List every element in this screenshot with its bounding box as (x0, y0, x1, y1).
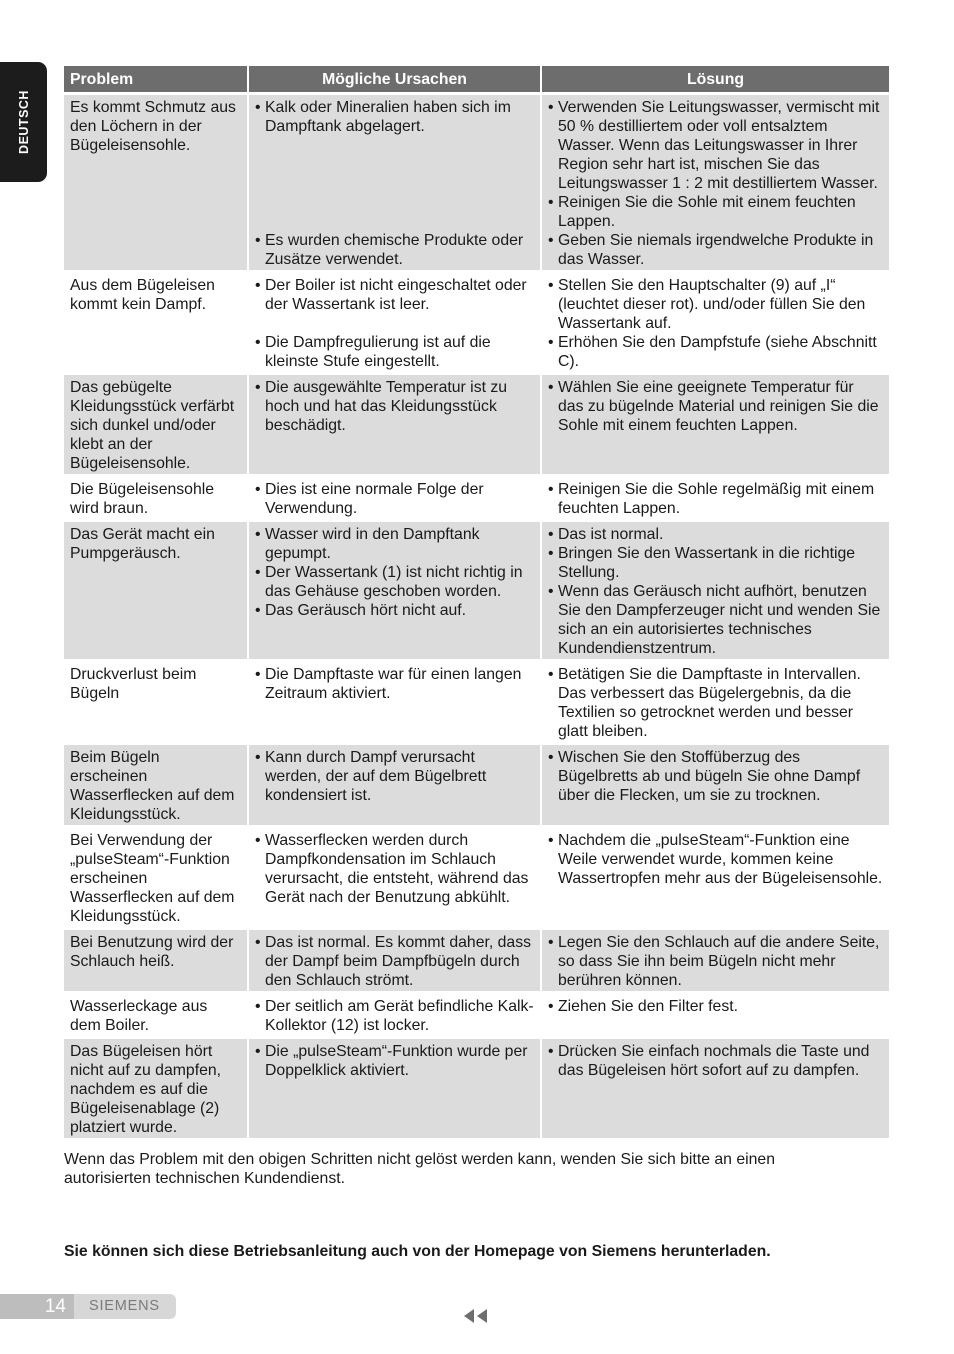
solution-item: • Wählen Sie eine geeignete Temperatur für das zu bügelnde Material und reinigen Sie die Sohle mit einem feuchten Lappen. (548, 378, 883, 435)
problem-cell: Das gebügelte Kleidungsstück verfärbt sich dunkel und/oder klebt an der Bügeleisensohle. (64, 375, 247, 477)
problem-cell: Druckverlust beim Bügeln (64, 662, 247, 745)
page-number: 14 (0, 1294, 74, 1319)
cause-item: • Kann durch Dampf verursacht werden, der auf dem Bügelbrett kondensiert ist. (255, 748, 534, 805)
cause-item: • Der seitlich am Gerät befindliche Kalk-Kollektor (12) ist locker. (255, 997, 534, 1035)
problem-cell: Aus dem Bügeleisen kommt kein Dampf. (64, 273, 247, 375)
table-row (64, 745, 889, 828)
cause-item: • Wasser wird in den Dampftank gepumpt. (255, 525, 534, 563)
problem-cell: Wasserleckage aus dem Boiler. (64, 994, 247, 1039)
solution-item: • Stellen Sie den Hauptschalter (9) auf „I“ (leuchtet dieser rot). und/oder füllen Sie den Wassertank auf. (548, 276, 883, 333)
table-row (64, 477, 889, 522)
causes-cell (247, 522, 540, 662)
header-solution: Lösung (540, 66, 889, 95)
solution-item: • Verwenden Sie Leitungswasser, vermischt mit 50 % destilliertem oder voll entsalztem Wasser. Wenn das Leitungswasser in Ihrer Region sehr hart ist, mischen Sie das Leitungswasser 1 : 2 mit destilliertem Wasser. (548, 98, 883, 193)
cause-item: • Kalk oder Mineralien haben sich im Dampftank abgelagert. (255, 98, 534, 136)
header-problem: Problem (64, 66, 247, 95)
problem-cell: Die Bügeleisensohle wird braun. (64, 477, 247, 522)
solutions-cell (540, 95, 889, 273)
table-row (64, 828, 889, 930)
problem-cell: Das Gerät macht ein Pumpgeräusch. (64, 522, 247, 662)
causes-cell (247, 930, 540, 994)
solutions-cell (540, 930, 889, 994)
problem-cell: Bei Verwendung der „pulseSteam“-Funktion erscheinen Wasserflecken auf dem Kleidungsstück. (64, 828, 247, 930)
table-row (64, 1039, 889, 1141)
solutions-cell (540, 994, 889, 1039)
cause-item: • Der Boiler ist nicht eingeschaltet oder der Wassertank ist leer. (255, 276, 534, 314)
solution-item: • Erhöhen Sie den Dampfstufe (siehe Abschnitt C). (548, 333, 883, 371)
table-row (64, 522, 889, 662)
table-row (64, 930, 889, 994)
cause-item: • Wasserflecken werden durch Dampfkondensation im Schlauch verursacht, die entsteht, während das Gerät nach der Benutzung abkühlt. (255, 831, 534, 907)
problem-cell: Das Bügeleisen hört nicht auf zu dampfen, nachdem es auf die Bügeleisenablage (2) platziert wurde. (64, 1039, 247, 1141)
solutions-cell (540, 273, 889, 375)
language-label: DEUTSCH (16, 90, 31, 154)
causes-cell (247, 1039, 540, 1141)
table-header-row (64, 66, 889, 95)
causes-cell (247, 994, 540, 1039)
solutions-cell (540, 522, 889, 662)
causes-cell (247, 477, 540, 522)
solutions-cell (540, 745, 889, 828)
table-row (64, 662, 889, 745)
problem-cell: Bei Benutzung wird der Schlauch heiß. (64, 930, 247, 994)
solution-item: • Betätigen Sie die Dampftaste in Intervallen. Das verbessert das Bügelergebnis, da die Textilien so getrocknet werden und besser glatt bleiben. (548, 665, 883, 741)
solutions-cell (540, 662, 889, 745)
page-footer (0, 1294, 176, 1319)
solution-item: • Reinigen Sie die Sohle mit einem feuchten Lappen. (548, 193, 883, 231)
cause-item: • Dies ist eine normale Folge der Verwendung. (255, 480, 534, 518)
problem-cell: Beim Bügeln erscheinen Wasserflecken auf dem Kleidungsstück. (64, 745, 247, 828)
solution-item: • Ziehen Sie den Filter fest. (548, 997, 883, 1016)
problem-cell: Es kommt Schmutz aus den Löchern in der Bügeleisensohle. (64, 95, 247, 273)
cause-item: • Die „pulseSteam“-Funktion wurde per Doppelklick aktiviert. (255, 1042, 534, 1080)
solutions-cell (540, 477, 889, 522)
support-note: Wenn das Problem mit den obigen Schritten nicht gelöst werden kann, wenden Sie sich bitte an einen autorisierten technischen Kundendienst. (64, 1151, 775, 1187)
causes-cell (247, 273, 540, 375)
cause-item: • Die ausgewählte Temperatur ist zu hoch und hat das Kleidungsstück beschädigt. (255, 378, 534, 435)
solution-item: • Geben Sie niemals irgendwelche Produkte in das Wasser. (548, 231, 883, 269)
cause-item: • Das Geräusch hört nicht auf. (255, 601, 534, 620)
causes-cell (247, 95, 540, 273)
solution-item: • Drücken Sie einfach nochmals die Taste und das Bügeleisen hört sofort auf zu dampfen. (548, 1042, 883, 1080)
cause-item: • Die Dampfregulierung ist auf die kleinste Stufe eingestellt. (255, 333, 534, 371)
table-row (64, 994, 889, 1039)
solutions-cell (540, 828, 889, 930)
causes-cell (247, 828, 540, 930)
table-row (64, 273, 889, 375)
solution-item: • Wenn das Geräusch nicht aufhört, benutzen Sie den Dampferzeuger nicht und wenden Sie sich an ein autorisiertes technisches Kundendienstzentrum. (548, 582, 883, 658)
table-row (64, 375, 889, 477)
download-note: Sie können sich diese Betriebsanleitung auch von der Homepage von Siemens herunterladen. (64, 1243, 771, 1260)
solutions-cell (540, 375, 889, 477)
table-row (64, 95, 889, 273)
solution-item: • Wischen Sie den Stoffüberzug des Bügelbretts ab und bügeln Sie ohne Dampf über die Flecken, um sie zu trocknen. (548, 748, 883, 805)
causes-cell (247, 662, 540, 745)
causes-cell (247, 375, 540, 477)
cause-item: • Die Dampftaste war für einen langen Zeitraum aktiviert. (255, 665, 534, 703)
troubleshooting-table (64, 66, 889, 1141)
double-chevron-left-icon[interactable] (463, 1309, 489, 1323)
cause-item: • Der Wassertank (1) ist nicht richtig in das Gehäuse geschoben worden. (255, 563, 534, 601)
brand-label: SIEMENS (89, 1298, 160, 1314)
cause-item: • Das ist normal. Es kommt daher, dass der Dampf beim Dampfbügeln durch den Schlauch strömt. (255, 933, 534, 990)
solution-item: • Legen Sie den Schlauch auf die andere Seite, so dass Sie ihn beim Bügeln nicht mehr berühren können. (548, 933, 883, 990)
causes-cell (247, 745, 540, 828)
solution-item: • Reinigen Sie die Sohle regelmäßig mit einem feuchten Lappen. (548, 480, 883, 518)
solutions-cell (540, 1039, 889, 1141)
solution-item: • Das ist normal. (548, 525, 883, 544)
cause-item: • Es wurden chemische Produkte oder Zusätze verwendet. (255, 231, 534, 269)
solution-item: • Nachdem die „pulseSteam“-Funktion eine Weile verwendet wurde, kommen keine Wassertropfen mehr aus der Bügeleisensohle. (548, 831, 883, 888)
language-tab (0, 62, 47, 182)
header-causes: Mögliche Ursachen (247, 66, 540, 95)
solution-item: • Bringen Sie den Wassertank in die richtige Stellung. (548, 544, 883, 582)
